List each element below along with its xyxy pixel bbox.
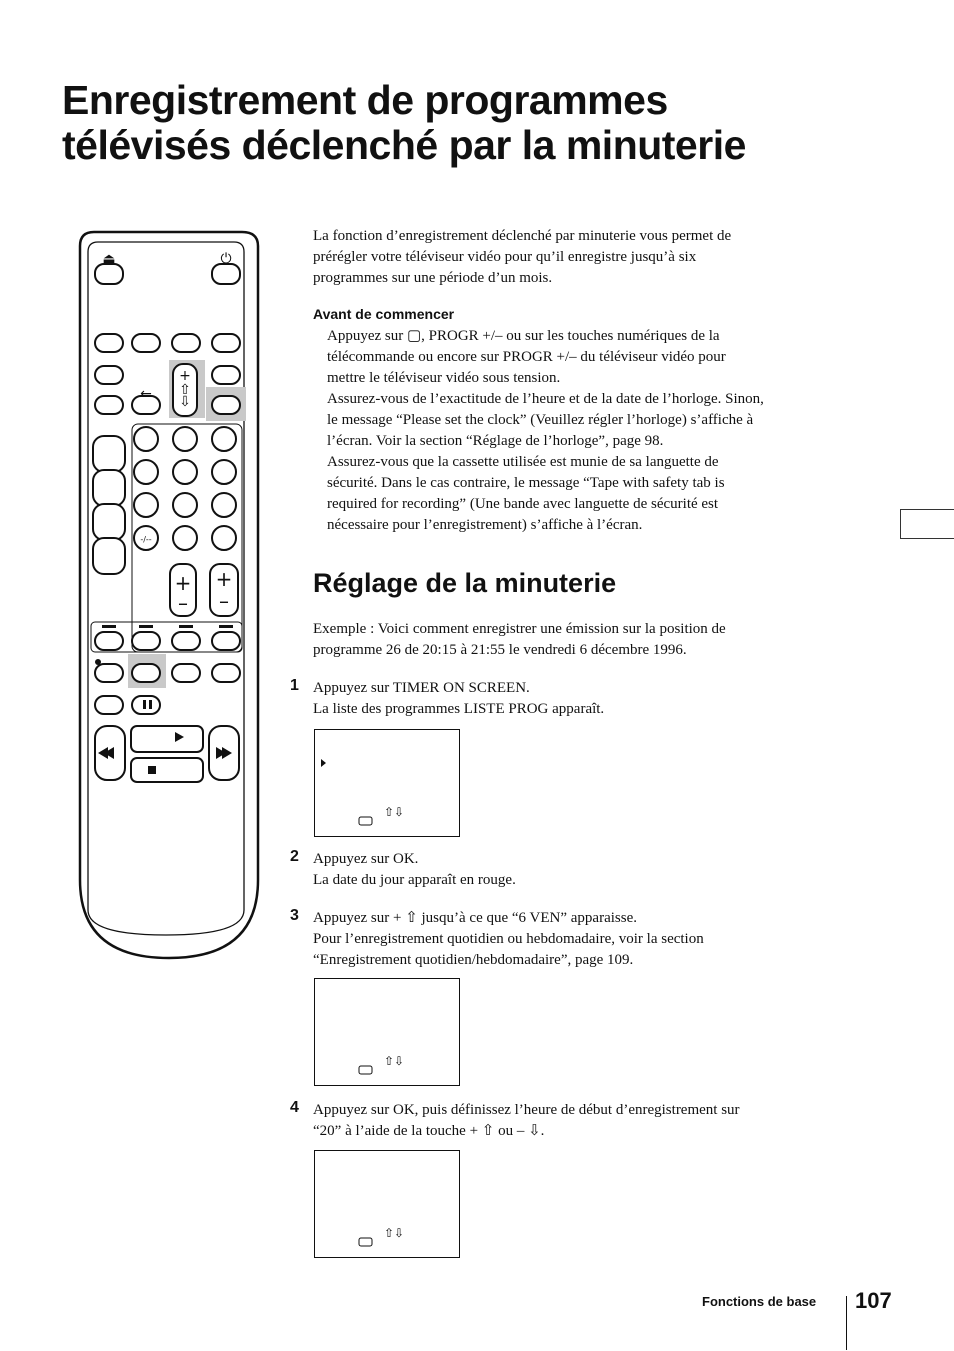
step-text: [313, 849, 843, 891]
tv-screen-illustration: [314, 1150, 460, 1258]
intro-line: programmes sur une période d’un mois.: [313, 270, 553, 286]
tv-screen-contents: [315, 730, 458, 835]
svg-text:←: ←: [140, 386, 152, 402]
step-line: La date du jour apparaît en rouge.: [313, 872, 516, 888]
svg-text:⏏: ⏏: [102, 251, 116, 267]
footer-divider: [846, 1296, 847, 1350]
example-line: Exemple : Voici comment enregistrer une émission sur la position de: [313, 621, 726, 637]
svg-text:–: –: [219, 589, 229, 613]
example-line: programme 26 de 20:15 à 21:55 le vendredi 6 décembre 1996.: [313, 642, 687, 658]
step-number: 2: [290, 848, 299, 865]
step-line: Pour l’enregistrement quotidien ou hebdomadaire, voir la section: [313, 931, 704, 947]
step-line: “20” à l’aide de la touche + ⇧ ou – ⇩.: [313, 1123, 545, 1139]
svg-text:+: +: [174, 571, 192, 595]
tv-screen-contents: [315, 1151, 458, 1256]
svg-text:-/--: -/--: [140, 535, 152, 544]
tv-screen-contents: [315, 979, 458, 1084]
section-tab-marker: [900, 509, 954, 539]
step-number: 4: [290, 1099, 299, 1116]
step-number: 1: [290, 677, 299, 694]
page-title-line-2: télévisés déclenché par la minuterie: [62, 122, 746, 168]
before-line: required for recording” (Une bande avec languette de sécurité est: [327, 496, 719, 512]
updown-arrow-icon: ⇧⇩: [384, 1226, 405, 1240]
before-line: mettre le téléviseur vidéo sous tension.: [327, 370, 561, 386]
remote-control-illustration: [76, 230, 262, 960]
svg-text:⇩: ⇩: [179, 394, 191, 410]
intro-line: prérégler votre téléviseur vidéo pour qu’il enregistre jusqu’à six: [313, 249, 697, 265]
updown-arrow-icon: ⇧⇩: [384, 805, 405, 819]
updown-arrow-icon: ⇧⇩: [384, 1054, 405, 1068]
intro-paragraph: [313, 226, 843, 289]
step-text: [313, 1100, 843, 1142]
before-line: le message “Please set the clock” (Veuillez régler l’horloge) s’affiche à: [327, 412, 754, 428]
svg-text:+: +: [215, 567, 233, 591]
step-line: La liste des programmes LISTE PROG apparaît.: [313, 701, 605, 717]
step-line: Appuyez sur OK, puis définissez l’heure de début d’enregistrement sur: [313, 1102, 740, 1118]
before-line: Assurez-vous que la cassette utilisée est munie de sa languette de: [327, 454, 719, 470]
page-number: 107: [855, 1288, 892, 1313]
tv-screen-illustration: [314, 729, 460, 837]
step-line: Appuyez sur OK.: [313, 851, 419, 867]
before-line: l’écran. Voir la section “Réglage de l’horloge”, page 98.: [327, 433, 664, 449]
before-you-begin-heading: Avant de commencer: [313, 306, 455, 322]
page-title-line-1: Enregistrement de programmes: [62, 77, 668, 123]
page-title: [62, 78, 922, 168]
step-text: [313, 908, 843, 971]
svg-text:+: +: [179, 368, 191, 384]
example-paragraph: [313, 619, 843, 661]
step-line: “Enregistrement quotidien/hebdomadaire”, page 109.: [313, 952, 634, 968]
step-number: 3: [290, 907, 299, 924]
intro-line: La fonction d’enregistrement déclenché par minuterie vous permet de: [313, 228, 732, 244]
before-line: télécommande ou encore sur PROGR +/– du téléviseur vidéo pour: [327, 349, 726, 365]
step-line: Appuyez sur + ⇧ jusqu’à ce que “6 VEN” apparaisse.: [313, 910, 637, 926]
section-title: Réglage de la minuterie: [313, 568, 617, 598]
svg-text:–: –: [178, 591, 188, 615]
step-line: Appuyez sur TIMER ON SCREEN.: [313, 680, 530, 696]
before-line: Appuyez sur ▢, PROGR +/– ou sur les touches numériques de la: [327, 328, 720, 344]
svg-text:⇧: ⇧: [179, 382, 191, 398]
footer-section-label: Fonctions de base: [702, 1294, 817, 1309]
step-text: [313, 678, 843, 720]
before-you-begin-text: [327, 326, 842, 536]
before-line: nécessaire pour l’enregistrement) s’affiche à l’écran.: [327, 517, 643, 533]
svg-text:⏻: ⏻: [220, 251, 232, 267]
tv-screen-illustration: [314, 978, 460, 1086]
before-line: sécurité. Dans le cas contraire, le message “Tape with safety tab is: [327, 475, 725, 491]
before-line: Assurez-vous de l’exactitude de l’heure et de la date de l’horloge. Sinon,: [327, 391, 764, 407]
